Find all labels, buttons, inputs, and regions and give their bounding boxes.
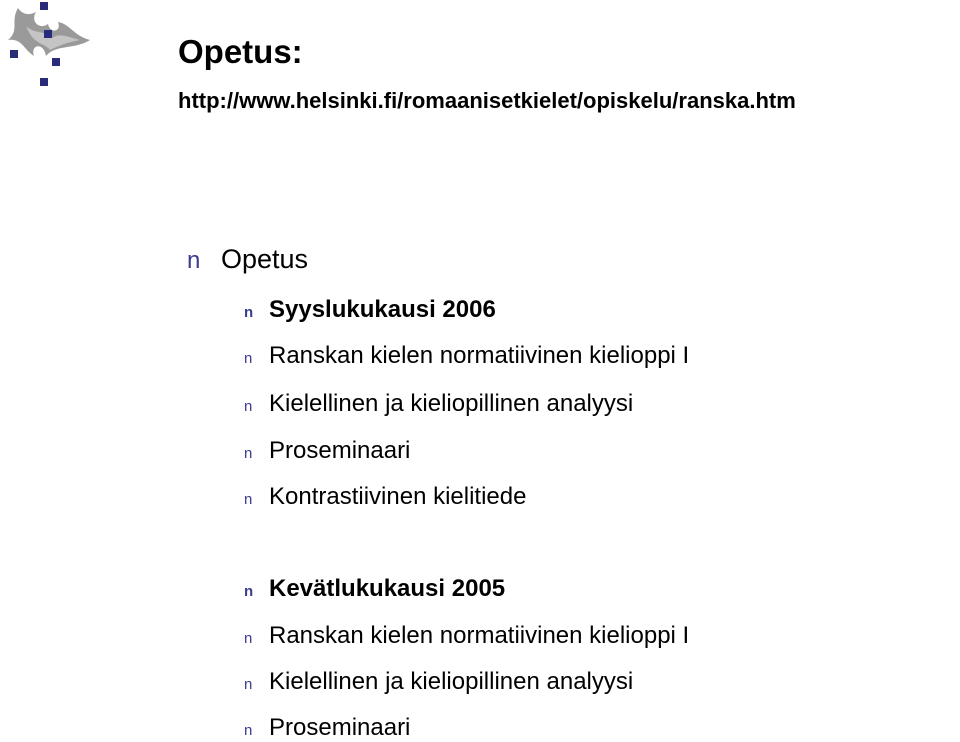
bullet-marker-icon: n (244, 676, 253, 693)
list-item (244, 622, 689, 650)
list-item (244, 342, 689, 370)
bullet-marker-icon: n (244, 350, 253, 367)
list-item (244, 714, 410, 742)
list-item-text: Kielellinen ja kieliopillinen analyysi (269, 668, 634, 695)
list-item-text: Ranskan kielen normatiivinen kielioppi I (269, 342, 690, 369)
list-item-text: Proseminaari (269, 714, 411, 741)
list-item (187, 244, 308, 275)
list-item (244, 296, 496, 324)
bullet-marker-icon: n (244, 491, 253, 508)
list-item (244, 390, 633, 418)
bullet-marker-icon: n (187, 247, 201, 274)
bullet-marker-icon: n (244, 722, 253, 739)
list-item-text: Proseminaari (269, 437, 411, 464)
bullet-marker-icon: n (244, 583, 254, 600)
list-item-text: Opetus (221, 244, 309, 274)
list-item-text: Kontrastiivinen kielitiede (269, 483, 527, 510)
bullet-marker-icon: n (244, 304, 254, 321)
bullet-marker-icon: n (244, 445, 253, 462)
list-item-text: Kevätlukukausi 2005 (269, 575, 506, 602)
list-item (244, 668, 633, 696)
list-item-text: Syyslukukausi 2006 (269, 296, 496, 323)
bullet-marker-icon: n (244, 398, 253, 415)
list-item-text: Kielellinen ja kieliopillinen analyysi (269, 390, 634, 417)
course-url[interactable]: http://www.helsinki.fi/romaanisetkielet/opiskelu/ranska.htm (178, 88, 796, 113)
list-item (244, 483, 526, 511)
slide-title: Opetus: (178, 33, 303, 70)
list-item (244, 575, 505, 603)
bullet-marker-icon: n (244, 630, 253, 647)
list-item-text: Ranskan kielen normatiivinen kielioppi I (269, 622, 690, 649)
list-item (244, 437, 410, 465)
